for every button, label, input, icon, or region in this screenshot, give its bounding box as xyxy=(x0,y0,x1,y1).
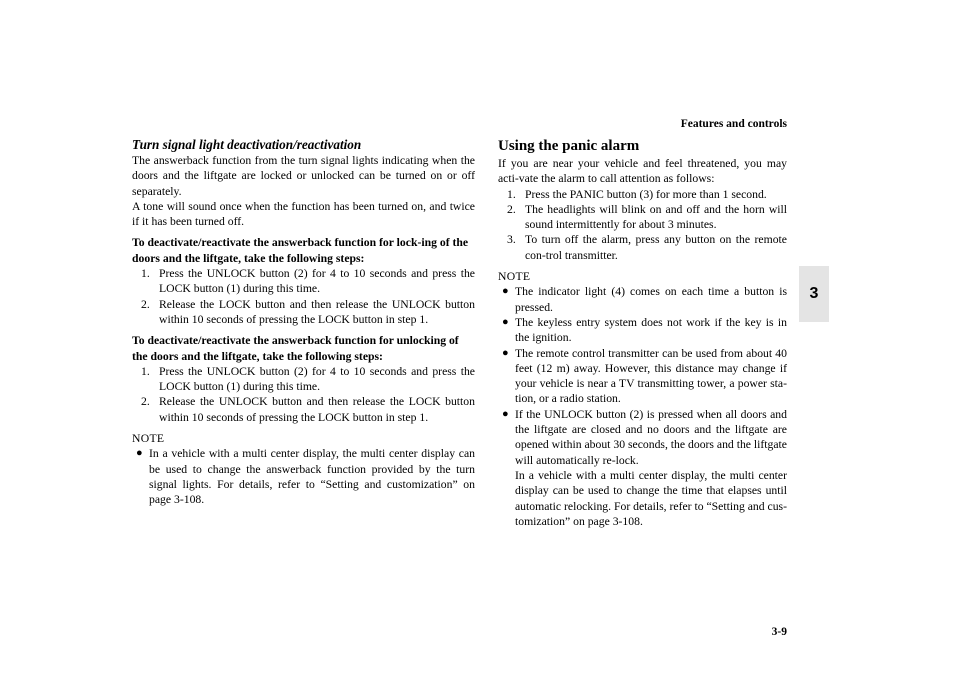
list-item xyxy=(132,364,475,395)
step-number: 1. xyxy=(507,187,516,201)
paragraph: If you are near your vehicle and feel threatened, you may acti-vate the alarm to call attention as follows: xyxy=(498,157,787,186)
note-list xyxy=(132,446,475,507)
step-text: Press the UNLOCK button (2) for 4 to 10 seconds and press the LOCK button (1) during this time. xyxy=(159,267,475,296)
list-item xyxy=(132,446,475,507)
list-item xyxy=(132,297,475,328)
left-column xyxy=(132,137,475,508)
paragraph: The answerback function from the turn signal lights indicating when the doors and the liftgate are locked or unlocked can be turned on or off separately. xyxy=(132,154,475,198)
chapter-number: 3 xyxy=(809,285,819,302)
list-item xyxy=(498,284,787,315)
section-heading-panic-alarm: Using the panic alarm xyxy=(498,138,640,154)
chapter-tab xyxy=(799,266,829,322)
list-item xyxy=(498,232,787,263)
list-item xyxy=(498,346,787,407)
paragraph: A tone will sound once when the function has been turned on, and twice if it has been turned off. xyxy=(132,199,475,229)
bullet-icon: ● xyxy=(502,407,509,420)
bullet-icon: ● xyxy=(502,346,509,359)
note-text: The keyless entry system does not work if the key is in the ignition. xyxy=(515,315,787,345)
step-number: 3. xyxy=(507,233,516,247)
subheading-unlock: To deactivate/reactivate the answerback function for unlocking of the doors and the liftgate, take the following steps: xyxy=(132,334,459,363)
step-number: 2. xyxy=(141,297,150,311)
note-text: In a vehicle with a multi center display, the multi center display can be used to change the answerback function provided by the turn signal lights. For details, refer to “Setting and customization” on page 3-108. xyxy=(149,447,475,507)
unlock-steps-list xyxy=(132,364,475,425)
note-text-continued: In a vehicle with a multi center display, the multi center display can be used to change the time that elapses until automatic relocking. For details, refer to “Setting and cus-tomization” on page 3-108. xyxy=(515,468,787,528)
step-number: 2. xyxy=(141,395,150,409)
page-header-title: Features and controls xyxy=(680,118,787,130)
note-text: The indicator light (4) comes on each time a button is pressed. xyxy=(515,285,787,314)
list-item xyxy=(132,266,475,297)
list-item xyxy=(498,407,787,529)
bullet-icon: ● xyxy=(136,447,143,460)
step-text: To turn off the alarm, press any button on the remote con-trol transmitter. xyxy=(525,233,787,262)
lock-steps-list xyxy=(132,266,475,327)
list-item xyxy=(498,202,787,233)
right-column xyxy=(498,137,787,529)
step-number: 2. xyxy=(507,202,516,216)
note-text: The remote control transmitter can be used from about 40 feet (12 m) away. However, this distance may change if your vehicle is near a TV transmitting tower, a power sta-tion, or a radio station. xyxy=(515,346,787,406)
step-text: Release the UNLOCK button and then release the LOCK button within 10 seconds of pressing the LOCK button in step 1. xyxy=(159,395,475,424)
bullet-icon: ● xyxy=(502,285,509,298)
note-text: If the UNLOCK button (2) is pressed when all doors and the liftgate are closed and no doors and the liftgate are opened within about 30 seconds, the doors and the liftgate will automatically re-lock. xyxy=(515,407,787,467)
step-text: Release the LOCK button and then release the UNLOCK button within 10 seconds of pressing the LOCK button in step 1. xyxy=(159,297,475,326)
note-list xyxy=(498,284,787,529)
list-item xyxy=(132,394,475,425)
step-text: Press the UNLOCK button (2) for 4 to 10 seconds and press the LOCK button (1) during this time. xyxy=(159,364,475,394)
step-text: The headlights will blink on and off and the horn will sound intermittently for about 3 minutes. xyxy=(525,202,787,232)
note-label: NOTE xyxy=(132,432,165,446)
subheading-lock: To deactivate/reactivate the answerback function for lock-ing of the doors and the liftgate, take the following steps: xyxy=(132,236,469,265)
list-item xyxy=(498,315,787,346)
bullet-icon: ● xyxy=(502,315,509,328)
step-number: 1. xyxy=(141,267,150,281)
step-number: 1. xyxy=(141,364,150,378)
page-number: 3-9 xyxy=(771,626,787,638)
section-heading-turn-signal: Turn signal light deactivation/reactivation xyxy=(132,137,362,152)
note-label: NOTE xyxy=(498,270,531,284)
list-item xyxy=(498,187,787,202)
step-text: Press the PANIC button (3) for more than 1 second. xyxy=(525,187,767,201)
panic-steps-list xyxy=(498,187,787,263)
